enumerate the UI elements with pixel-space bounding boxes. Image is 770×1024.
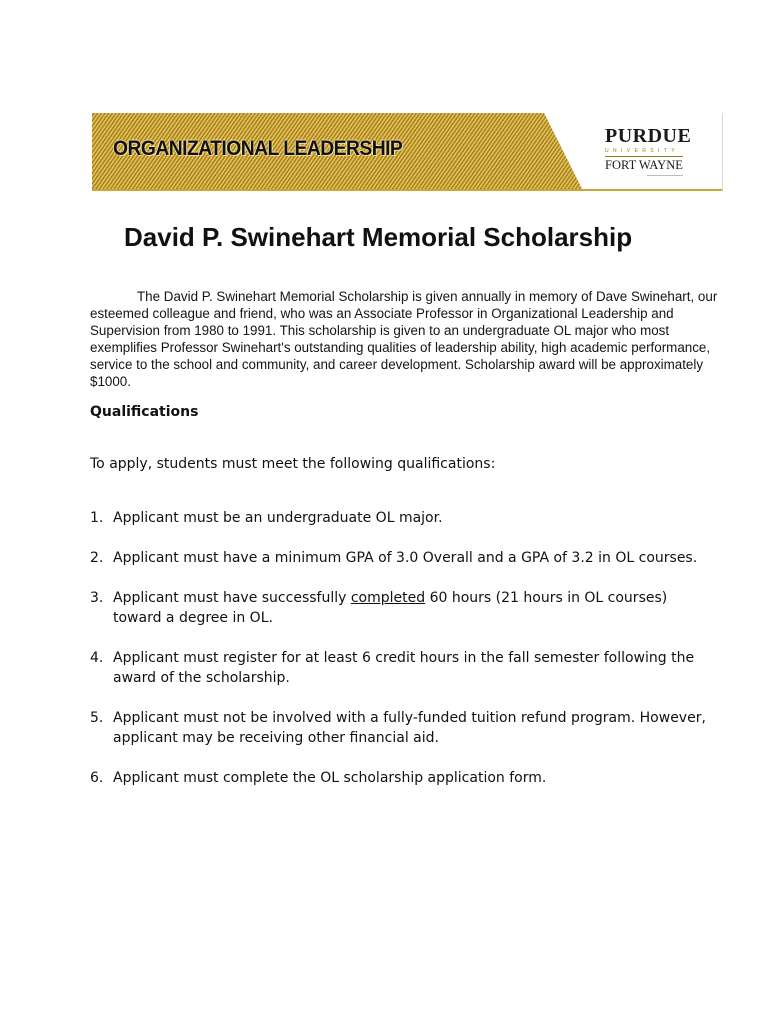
header-banner [92, 113, 723, 191]
qualification-item-5 [90, 708, 710, 748]
qualification-item-1 [90, 508, 710, 528]
qualification-text: Applicant must not be involved with a fully-funded tuition refund program. However, applicant may be receiving other financial aid. [113, 710, 706, 746]
qualification-number: 3. [90, 590, 104, 606]
logo-small-rule [647, 175, 683, 176]
document-title: David P. Swinehart Memorial Scholarship [124, 222, 633, 252]
qualification-item-2 [90, 548, 710, 568]
qualification-item-4 [90, 648, 710, 688]
qualifications-list [90, 508, 710, 788]
logo-fort-wayne-text: FORT WAYNE [605, 158, 683, 172]
qualification-text: Applicant must complete the OL scholarship application form. [113, 770, 547, 786]
logo-rule [605, 156, 683, 157]
qualification-item-3 [90, 588, 710, 628]
qualification-number: 2. [90, 550, 104, 566]
apply-instruction: To apply, students must meet the following qualifications: [90, 456, 496, 472]
qualification-item-6 [90, 768, 710, 788]
banner-title: ORGANIZATIONAL LEADERSHIP [113, 137, 403, 160]
intro-paragraph: The David P. Swinehart Memorial Scholarship is given annually in memory of Dave Swinehart, our esteemed colleague and friend, who was an Associate Professor in Organizational Leadership and Supervision from 1980 to 1991. This scholarship is given to an undergraduate OL major who most exemplifies Professor Swinehart's outstanding qualities of leadership ability, high academic performance, service to the school and community, and career development. Scholarship award will be approximately $1000. [90, 289, 718, 389]
qualification-text: Applicant must be an undergraduate OL major. [113, 510, 443, 526]
logo-purdue-text: PURDUE [605, 125, 692, 147]
qualification-text-end: 60 hours (21 hours in OL courses) toward a degree in OL. [113, 590, 668, 626]
qualification-number: 1. [90, 510, 104, 526]
qualification-text-start: Applicant must have successfully [113, 590, 351, 606]
logo-university-text: UNIVERSITY [605, 148, 680, 154]
qualification-number: 6. [90, 770, 104, 786]
qualification-underlined-word: completed [350, 590, 426, 606]
qualification-text: Applicant must register for at least 6 credit hours in the fall semester following the award of the scholarship. [113, 650, 695, 686]
banner-divider [92, 189, 722, 191]
qualification-text: Applicant must have a minimum GPA of 3.0 Overall and a GPA of 3.2 in OL courses. [113, 550, 698, 566]
qualification-number: 4. [90, 650, 104, 666]
qualification-number: 5. [90, 710, 104, 726]
purdue-fort-wayne-logo [603, 125, 703, 183]
qualifications-heading: Qualifications [90, 404, 199, 420]
